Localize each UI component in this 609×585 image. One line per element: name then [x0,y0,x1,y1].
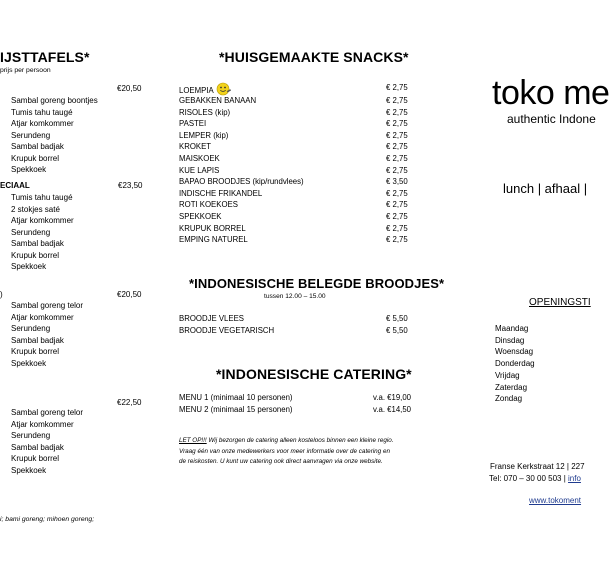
snack-name: INDISCHE FRIKANDEL [179,188,263,198]
catering-menu-name: MENU 2 (minimaal 15 personen) [179,404,293,414]
snack-name: GEBAKKEN BANAAN [179,96,257,105]
broodje-price: € 5,50 [386,325,408,335]
catering-price: v.a. €14,50 [373,404,412,414]
list-item: Spekkoek [11,262,47,271]
list-item [179,107,446,119]
list-item: Vrijdag [495,370,520,380]
list-item: Sambal goreng telor [11,301,84,310]
list-item: Krupuk borrel [11,347,60,356]
snack-name: PASTEI [179,119,207,129]
note-line-1: Wij bezorgen de catering alleen kosteloos binnen een kleine regio. [206,437,394,444]
snack-name: BAPAO BROODJES (kip/rundvlees) [179,177,304,187]
broodjes-subtitle: tussen 12.00 – 15.00 [264,293,326,300]
list-item [179,223,446,235]
broodje-name: BROODJE VLEES [179,314,244,323]
menu-items [11,300,83,369]
list-item: Atjar komkommer [11,119,74,128]
list-item: Spekkoek [11,165,47,174]
snacks-title: *HUISGEMAAKTE SNACKS* [219,49,409,65]
list-item: Sambal goreng telor [11,408,84,417]
catering-menu-name: MENU 1 (minimaal 10 personen) [179,393,293,402]
list-item: Sambal badjak [11,335,64,345]
snack-price: € 2,75 [386,142,408,152]
snack-name: EMPING NATUREL [179,235,248,245]
list-item: 2 stokjes saté [11,204,60,214]
website-link[interactable]: www.tokoment [529,496,582,505]
snack-price: € 2,75 [386,212,408,221]
email-link[interactable]: info [568,474,581,483]
list-item: Sambal badjak [11,442,64,452]
snack-price: € 2,75 [386,165,408,175]
brand-tagline: authentic Indone [507,112,596,126]
smiley-icon [216,82,232,96]
snack-name: LEMPER (kip) [179,130,229,140]
list-item: Sambal badjak [11,142,64,151]
list-item: Krupuk borrel [11,454,60,463]
broodje-name: BROODJE VEGETARISCH [179,325,275,335]
broodjes-title: *INDONESISCHE BELEGDE BROODJES* [189,276,445,291]
list-item [179,188,446,200]
snack-name: ROTI KOEKOES [179,200,238,210]
snack-name: KROKET [179,142,212,152]
list-item [179,392,433,404]
brand-logo: toko me [492,74,609,112]
note-line-3: de reiskosten. U kunt uw catering ook direct aanvragen via onze website. [179,458,383,465]
list-item [179,325,446,337]
snack-name: SPEKKOEK [179,212,222,221]
snack-price: € 2,75 [386,107,408,117]
list-item [179,176,446,188]
snack-price: € 2,75 [386,83,408,92]
catering-note [179,436,394,468]
menu-items [11,192,74,273]
note-line-2: Vraag één van onze medewerkers voor meer informatie over de catering en [179,447,390,455]
list-item [179,234,446,246]
menu-items [11,407,83,476]
list-item: Maandag [495,324,529,333]
list-item: Spekkoek [11,358,47,368]
list-item: Krupuk borrel [11,250,60,260]
list-item [179,130,446,142]
list-item: Zondag [495,394,523,404]
snack-price: € 2,75 [386,223,408,233]
list-item [179,165,446,177]
note-label: LET OP!!! [179,437,207,444]
snack-price: € 2,75 [386,154,408,163]
snack-name: RISOLES (kip) [179,107,231,117]
list-item [179,118,446,130]
snack-price: € 3,50 [386,177,408,187]
list-item: Woensdag [495,347,534,357]
list-item [179,141,446,153]
list-item [179,199,446,211]
catering-price: v.a. €19,00 [373,393,412,402]
list-item: Zaterdag [495,382,528,392]
menu-price: €20,50 [117,290,142,299]
broodje-price: € 5,50 [386,314,408,323]
list-item: Serundeng [11,324,51,333]
phone-number: Tel: 070 – 30 00 503 | [489,474,569,483]
list-item [179,404,433,416]
menu-price: €22,50 [117,398,142,407]
list-item: Donderdag [495,359,535,369]
snack-price: € 2,75 [386,130,408,140]
list-item: Tumis tahu taugé [11,107,73,117]
list-item [179,153,446,165]
menu-price: €20,50 [117,84,142,93]
list-item: Atjar komkommer [11,216,74,225]
list-item: Spekkoek [11,465,47,475]
opening-hours-title: OPENINGSTI [529,297,591,308]
snack-price: € 2,75 [386,96,408,105]
snack-price: € 2,75 [386,200,408,210]
snack-price: € 2,75 [386,188,408,198]
list-item: Serundeng [11,431,51,440]
snack-name: KUE LAPIS [179,165,220,175]
services-line: lunch | afhaal | [503,181,588,196]
rice-footer-note: i; bami goreng; mihoen goreng; [0,516,95,523]
list-item: Serundeng [11,130,51,140]
list-item: Serundeng [11,227,51,237]
snack-name: KRUPUK BORREL [179,223,246,233]
snack-price: € 2,75 [386,119,408,129]
catering-title: *INDONESISCHE CATERING* [216,366,412,382]
rijsttafels-title: IJSTTAFELS* [0,49,90,65]
menu-price: €23,50 [118,181,143,190]
menu-name: ECIAAL [0,181,30,190]
list-item: Krupuk borrel [11,153,60,163]
snack-name: MAISKOEK [179,154,220,163]
opening-days [495,323,535,405]
menu-name: ) [0,290,3,299]
list-item: Sambal badjak [11,239,64,248]
list-item: Tumis tahu taugé [11,193,73,202]
list-item [179,95,446,107]
address: Franse Kerkstraat 12 | 227 [490,462,585,471]
menu-items [11,95,98,176]
list-item: Sambal goreng boontjes [11,96,98,105]
snack-name: LOEMPIA [179,86,214,95]
rijsttafels-subtitle: prijs per persoon [0,67,51,74]
phone-line [489,474,581,483]
snack-price: € 2,75 [386,235,408,245]
list-item: Atjar komkommer [11,312,74,322]
list-item [179,211,446,223]
list-item: Dinsdag [495,335,525,345]
list-item: Atjar komkommer [11,419,74,429]
list-item [179,313,446,325]
